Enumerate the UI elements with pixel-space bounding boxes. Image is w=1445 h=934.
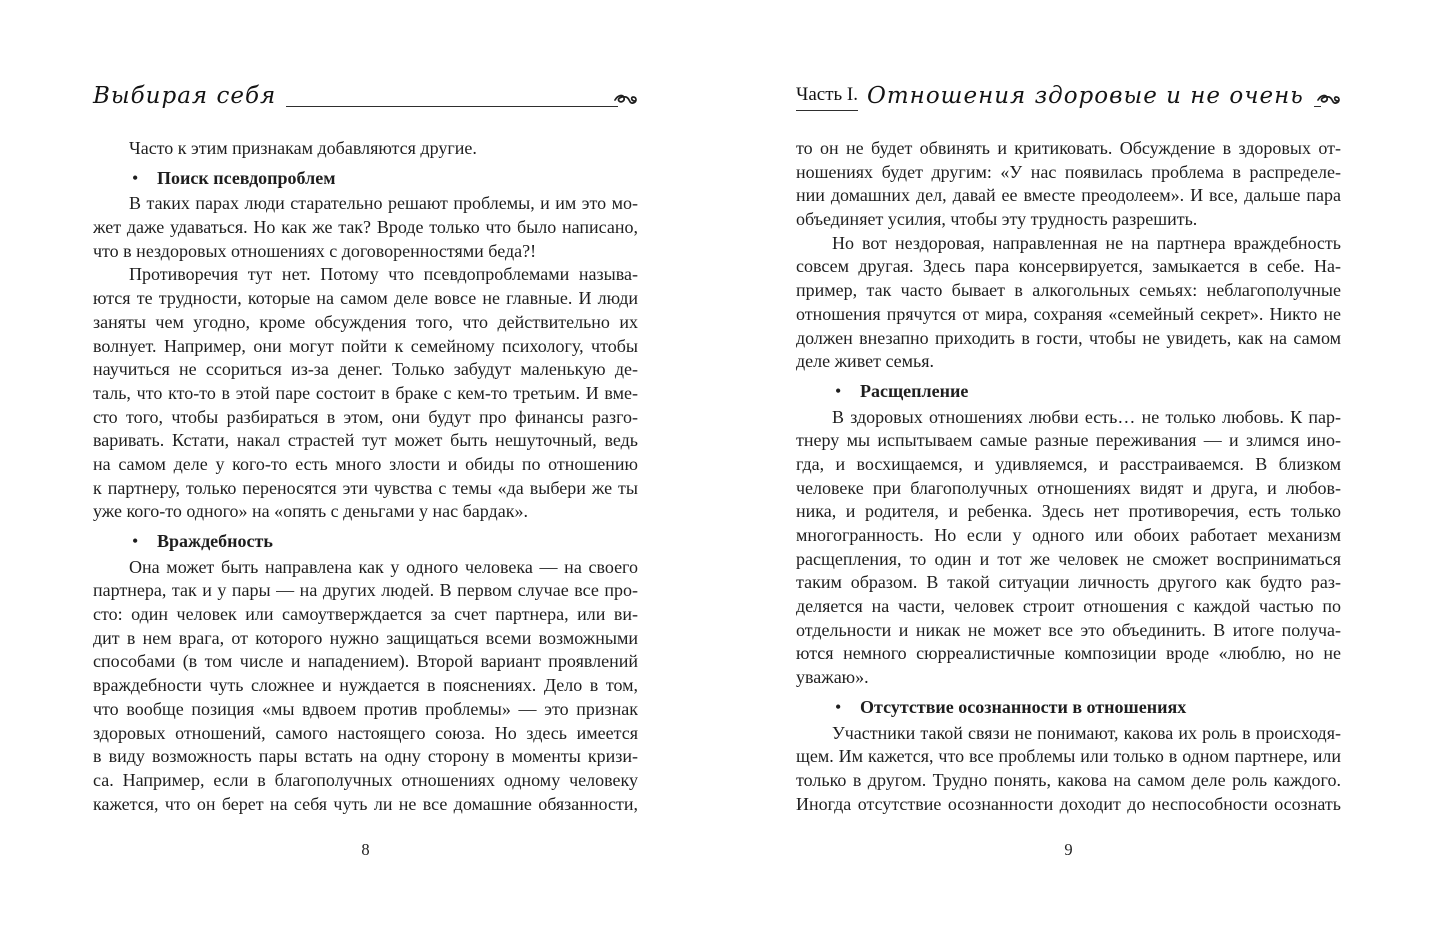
text-line: научиться не ссориться из-за денег. Только забудут маленькую де- — [93, 359, 638, 380]
text-line: расщепления, то один и тот же человек не сможет восприниматься — [796, 548, 1341, 569]
paragraph — [93, 556, 638, 817]
text-line: Она может быть направлена как у одного человека — на своего — [129, 556, 638, 577]
book-page-left — [93, 0, 638, 934]
text-line: уважаю». — [796, 667, 869, 688]
text-line: уже кого-то одного» на «опять с деньгами у нас бардак». — [93, 501, 528, 522]
text-line: сто того, чтобы разбираться в этом, они будут про финансы разго- — [93, 406, 638, 427]
text-line: са. Например, если в благополучных отношениях одному человеку — [93, 769, 638, 790]
text-line: враждебности чуть сложнее и нуждается в пояснениях. Дело в том, — [93, 675, 638, 696]
bullet-heading — [93, 530, 638, 554]
text-line: нии домашних дел, давай ее вместе преодолеем». И все, дальше пара — [796, 185, 1341, 206]
text-line: Противоречия тут нет. Потому что псевдопроблемами называ- — [129, 264, 638, 285]
text-line: Но вот нездоровая, направленная не на партнера враждебность — [832, 232, 1341, 253]
bullet-heading — [93, 167, 638, 191]
heading-text: Поиск псевдопроблем — [157, 167, 336, 188]
paragraph — [796, 406, 1341, 690]
page-number: 9 — [1064, 840, 1073, 859]
text-line: деляется на части, человек строит отношения с каждой частью по — [796, 596, 1341, 617]
paragraph — [796, 722, 1341, 817]
text-line: только в другом. Трудно понять, какова на самом деле роль каждого. — [796, 769, 1341, 790]
text-line: деле живет семья. — [796, 351, 935, 372]
paragraph — [796, 232, 1341, 374]
bullet-icon: • — [835, 696, 842, 717]
text-line: Иногда отсутствие осознанности доходит до неспособности осознать — [796, 793, 1341, 814]
running-head-title: Отношения здоровые и не очень — [867, 83, 1304, 109]
bullet-icon: • — [132, 531, 139, 551]
text-line: заняты чем угодно, кроме обсуждения того, что действительно их — [93, 311, 638, 332]
text-line: варивать. Кстати, накал страстей тут может быть нешуточный, ведь — [93, 430, 638, 451]
text-line: отношения прячутся от мира, сохраняя «семейный секрет». Никто не — [796, 303, 1341, 324]
text-line: пример, так часто бывает в алкогольных семьях: неблагополучные — [796, 280, 1341, 301]
paragraph — [93, 137, 638, 161]
running-head-left — [93, 82, 638, 110]
text-line: ника, и родителя, и ребенка. Здесь нет противоречия, есть только — [796, 501, 1341, 522]
text-line: гда, и восхищаемся, и удивляемся, и расстраиваемся. В близком — [796, 453, 1341, 474]
text-line: что вообще позиция «мы вдвоем против проблемы» — это признак — [93, 698, 638, 719]
text-line: таль, что кто-то в этой паре состоит в браке с кем-то третьим. И вме- — [93, 382, 638, 403]
bullet-icon: • — [132, 167, 139, 188]
paragraph — [796, 137, 1341, 232]
paragraph — [93, 263, 638, 524]
text-line: отдельности и никак не может все это объединить. В итоге получа- — [796, 619, 1341, 640]
page-content — [93, 137, 638, 816]
flourish-icon — [614, 92, 638, 112]
paragraph — [93, 192, 638, 263]
text-line: В таких парах люди старательно решают проблемы, и им это мо- — [129, 193, 638, 214]
text-line: способами (в том числе и нападением). Второй вариант проявлений — [93, 651, 638, 672]
flourish-icon — [1317, 92, 1341, 112]
text-line: таким образом. В такой ситуации личность другого как будто раз- — [796, 572, 1341, 593]
text-line: в виду возможность пары встать на одну сторону в моменты кризи- — [93, 746, 638, 767]
text-line: тнеру мы испытываем самые разные переживания — и злимся ино- — [796, 430, 1341, 451]
part-label: Часть I. — [796, 84, 858, 111]
text-line: сто: один человек или самоутверждается за счет партнера, или ви- — [93, 604, 638, 625]
text-line: должен внезапно приходить в гости, чтобы не увидеть, как на самом — [796, 327, 1341, 348]
text-line: дит в нем врага, от которого нужно защищаться всеми возможными — [93, 627, 638, 648]
text-line: щем. Им кажется, что все проблемы или только в одном партнере, или — [796, 746, 1341, 767]
running-head-title: Выбирая себя — [93, 83, 277, 109]
text-line: человеке при благополучных отношениях видят и друга, и любов- — [796, 477, 1341, 498]
text-line: Участники такой связи не понимают, какова их роль в происходя- — [832, 722, 1341, 743]
text-line: многогранность. Но если у одного или обоих работает механизм — [796, 525, 1341, 545]
heading-text: Враждебность — [157, 531, 273, 551]
text-line: к партнеру, только переносятся эти чувства с темы «да выбери же ты — [93, 477, 638, 498]
bullet-icon: • — [835, 380, 842, 401]
text-line: ются немного сюрреалистичные композиции вроде «люблю, но не — [796, 643, 1341, 664]
header-rule — [286, 106, 618, 107]
text-line: на самом деле у кого-то есть много злости и обиды по отношению — [93, 453, 638, 474]
heading-text: Отсутствие осознанности в отношениях — [860, 696, 1187, 717]
text-line: волнует. Например, они могут пойти к семейному психологу, чтобы — [93, 335, 638, 356]
heading-text: Расщепление — [860, 380, 969, 401]
text-line: ношениях будет другим: «У нас появилась проблема в распределе- — [796, 161, 1341, 182]
text-line: то он не будет обвинять и критиковать. Обсуждение в здоровых от- — [796, 138, 1341, 158]
running-head-right — [796, 82, 1341, 110]
text-line: жет даже удаваться. Но как же так? Вроде только что было написано, — [93, 217, 638, 238]
bullet-heading — [796, 696, 1341, 720]
text-line: кажется, что он берет на себя чуть ли не все домашние обязанности, — [93, 793, 638, 814]
text-line: Часто к этим признакам добавляются другие. — [129, 138, 477, 158]
bullet-heading — [796, 380, 1341, 404]
page-number: 8 — [361, 840, 370, 859]
page-content — [796, 137, 1341, 816]
text-line: объединяет усилия, чтобы эту трудность разрешить. — [796, 209, 1198, 230]
text-line: В здоровых отношениях любви есть… не только любовь. К пар- — [832, 406, 1341, 427]
text-line: совсем другая. Здесь пара консервируется, замыкается в себе. На- — [796, 256, 1341, 277]
book-page-right — [796, 0, 1341, 934]
text-line: что в нездоровых отношениях с договоренностями беда?! — [93, 240, 537, 261]
text-line: партнера, так и у пары — на других людей. В первом случае все про- — [93, 580, 638, 601]
text-line: здоровых отношений, самого настоящего союза. Но здесь имеется — [93, 722, 638, 743]
text-line: ются те трудности, которые на самом деле вовсе не главные. И люди — [93, 288, 638, 309]
